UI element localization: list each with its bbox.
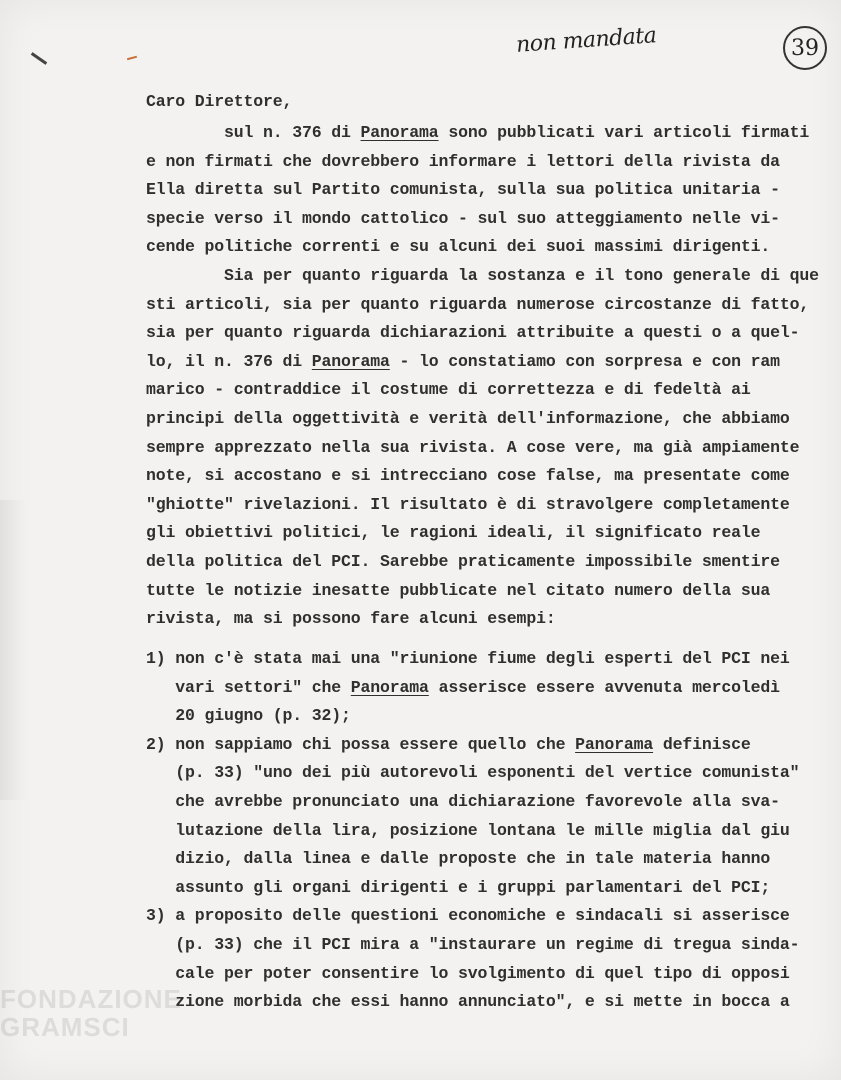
page-number: 39 [791, 35, 819, 61]
handwritten-note: non mandata [515, 23, 658, 58]
text-segment: vari settori" che [146, 677, 351, 697]
text-segment: 1) non c'è stata mai una "riunione fiume degli esperti del PCI nei [146, 649, 790, 668]
text-segment: specie verso il mondo cattolico - sul suo atteggiamento nelle vi- [146, 208, 780, 228]
text-line [146, 988, 799, 1017]
watermark-line-1: FONDAZIONE [0, 984, 182, 1014]
text-line [146, 148, 819, 177]
text-line [146, 205, 819, 234]
text-segment: e non firmati che dovrebbero informare i lettori della rivista da [146, 151, 780, 171]
text-line [146, 548, 819, 577]
pen-mark-orange [127, 56, 137, 61]
underlined-title: Panorama [350, 677, 429, 697]
text-line [146, 645, 799, 674]
letter-list [146, 645, 799, 1017]
text-segment: "ghiotte" rivelazioni. Il risultato è di stravolgere completamente [146, 494, 790, 514]
text-line [146, 262, 819, 291]
text-segment: rivista, ma si possono fare alcuni esempi: [146, 609, 556, 629]
text-line [146, 405, 819, 434]
text-segment: marico - contraddice il costume di correttezza e di fedeltà ai [146, 380, 751, 400]
text-segment: asserisce essere avvenuta mercoledì [428, 677, 780, 697]
text-segment: 2) non sappiamo chi possa essere quello che [146, 734, 576, 754]
letter-salutation: Caro Direttore, [146, 92, 293, 111]
text-segment: sul n. 376 di [146, 123, 361, 142]
text-line [146, 233, 819, 262]
text-segment: assunto gli organi dirigenti e i gruppi parlamentari del PCI; [146, 877, 771, 897]
watermark-line-2: GRAMSCI [0, 1012, 130, 1042]
text-segment: definisce [653, 734, 751, 754]
text-line [146, 319, 819, 348]
text-line [146, 519, 819, 548]
text-segment: che avrebbe pronunciato una dichiarazione favorevole alla sva- [146, 791, 780, 811]
text-segment: dizio, dalla linea e dalle proposte che in tale materia hanno [146, 849, 771, 869]
text-segment: (p. 33) che il PCI mira a "instaurare un regime di tregua sinda- [146, 934, 800, 954]
letter-body [146, 119, 819, 634]
text-line [146, 902, 799, 931]
text-line [146, 462, 819, 491]
text-segment: tutte le notizie inesatte pubblicate nel citato numero della sua [146, 580, 771, 600]
underlined-title: Panorama [360, 123, 439, 142]
text-line [146, 874, 799, 903]
text-segment: cende politiche correnti e su alcuni dei suoi massimi dirigenti. [146, 237, 771, 257]
text-line [146, 674, 799, 703]
text-segment: Sia per quanto riguarda la sostanza e il tono generale di que [146, 265, 819, 285]
page-fold-shadow [0, 500, 26, 800]
text-segment: sono pubblicati vari articoli firmati [438, 123, 810, 142]
text-line [146, 788, 799, 817]
text-line [146, 960, 799, 989]
text-line [146, 731, 799, 760]
text-segment: 20 giugno (p. 32); [146, 706, 351, 726]
text-line [146, 119, 819, 148]
text-line [146, 376, 819, 405]
underlined-title: Panorama [575, 734, 654, 754]
text-line [146, 817, 799, 846]
text-line [146, 291, 819, 320]
text-line [146, 845, 799, 874]
text-line [146, 759, 799, 788]
text-line [146, 702, 799, 731]
watermark [0, 985, 182, 1041]
text-segment: sia per quanto riguarda dichiarazioni attribuite a questi o a quel- [146, 323, 800, 343]
text-segment: della politica del PCI. Sarebbe praticamente impossibile smentire [146, 551, 780, 571]
text-line [146, 348, 819, 377]
pen-mark [31, 52, 47, 65]
text-segment: - lo constatiamo con sorpresa e con ram [389, 351, 780, 371]
underlined-title: Panorama [311, 351, 390, 371]
text-line [146, 434, 819, 463]
text-line [146, 605, 819, 634]
text-line [146, 931, 799, 960]
text-segment: note, si accostano e si intrecciano cose false, ma presentate come [146, 466, 790, 486]
text-segment: Ella diretta sul Partito comunista, sulla sua politica unitaria - [146, 180, 780, 200]
text-segment: lo, il n. 376 di [146, 351, 312, 371]
text-line [146, 577, 819, 606]
text-segment: (p. 33) "uno dei più autorevoli esponenti del vertice comunista" [146, 763, 800, 783]
text-segment: gli obiettivi politici, le ragioni ideali, il significato reale [146, 523, 761, 543]
page-number-circle [783, 26, 827, 70]
text-segment: sempre apprezzato nella sua rivista. A cose vere, ma già ampiamente [146, 437, 800, 457]
text-segment: sti articoli, sia per quanto riguarda numerose circostanze di fatto, [146, 294, 810, 314]
text-segment: lutazione della lira, posizione lontana le mille miglia dal giu [146, 820, 790, 840]
text-segment: 3) a proposito delle questioni economiche e sindacali si asserisce [146, 906, 790, 926]
text-segment: principi della oggettività e verità dell'informazione, che abbiamo [146, 408, 790, 428]
text-segment: cale per poter consentire lo svolgimento di quel tipo di opposi [146, 963, 790, 983]
text-line [146, 491, 819, 520]
text-line [146, 176, 819, 205]
text-segment: zione morbida che essi hanno annunciato", e si mette in bocca a [146, 992, 790, 1012]
